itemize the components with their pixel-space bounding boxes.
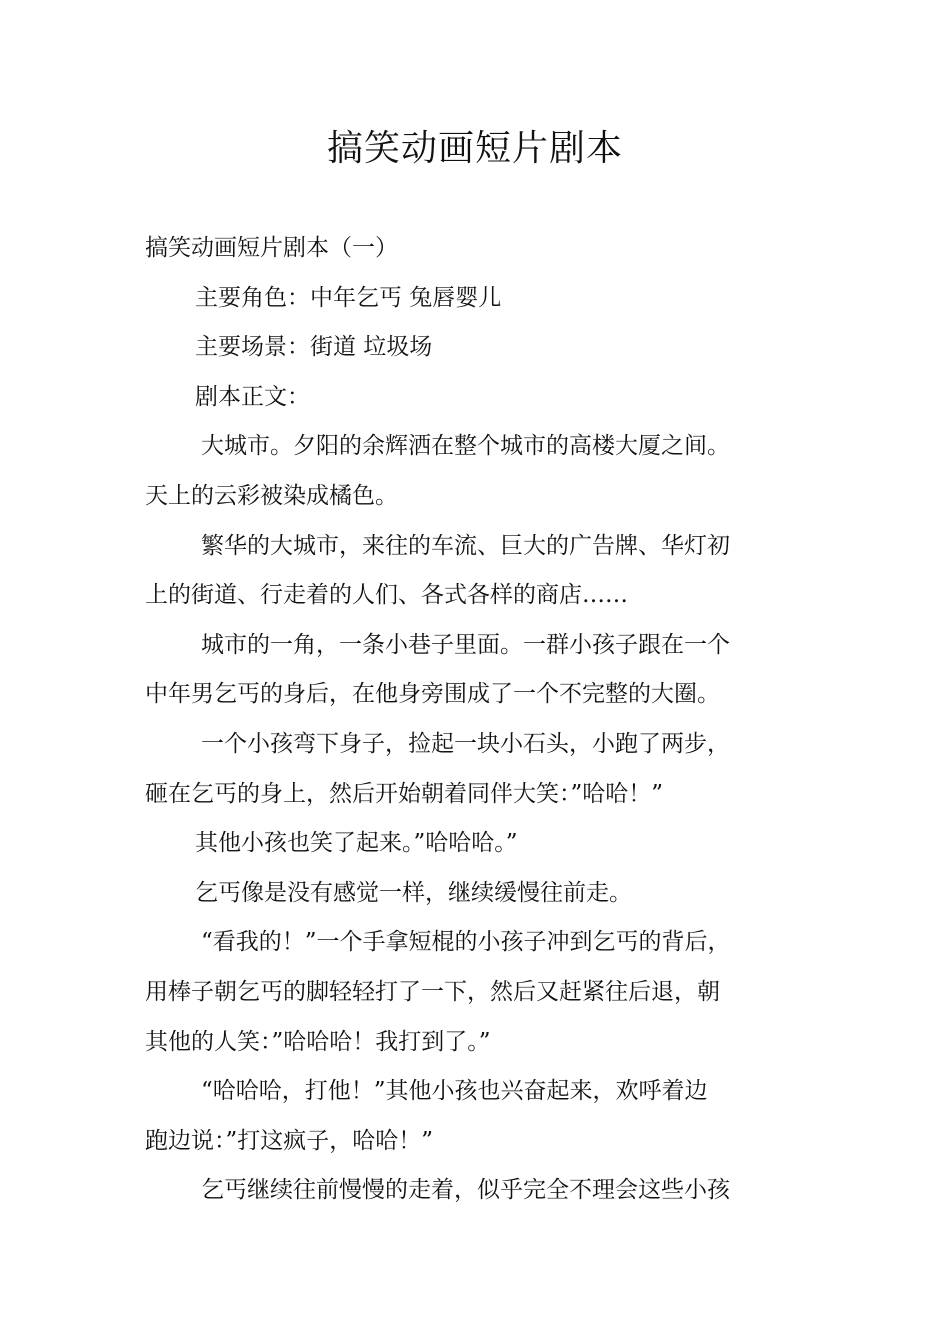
text-line: 一个小孩弯下身子，捡起一块小石头，小跑了两步，	[201, 730, 730, 757]
text-line: 其他小孩也笑了起来。”哈哈哈。”	[195, 830, 518, 857]
text-line: 主要场景：街道 垃圾场	[195, 334, 433, 361]
text-line: “看我的！”一个手拿短棍的小孩子冲到乞丐的背后，	[201, 929, 731, 956]
text-line: “哈哈哈，打他！”其他小孩也兴奋起来，欢呼着边	[201, 1078, 708, 1105]
text-line: 跑边说：”打这疯子，哈哈！”	[145, 1127, 434, 1154]
text-line: 乞丐像是没有感觉一样，继续缓慢往前走。	[195, 879, 632, 906]
text-line: 乞丐继续往前慢慢的走着，似乎完全不理会这些小孩	[201, 1177, 730, 1204]
text-line: 城市的一角，一条小巷子里面。一群小孩子跟在一个	[201, 631, 730, 658]
document-title: 搞笑动画短片剧本	[326, 128, 623, 169]
document-body	[145, 224, 825, 1216]
text-line: 天上的云彩被染成橘色。	[145, 482, 398, 509]
text-line: 繁华的大城市，来往的车流、巨大的广告牌、华灯初	[201, 532, 730, 559]
text-line: 上的街道、行走着的人们、各式各样的商店……	[145, 582, 628, 609]
text-line: 剧本正文：	[195, 383, 310, 410]
text-line: 大城市。夕阳的余辉洒在整个城市的高楼大厦之间。	[201, 433, 730, 460]
text-line: 主要角色：中年乞丐 兔唇婴儿	[195, 284, 502, 311]
text-line: 其他的人笑：”哈哈哈！我打到了。”	[145, 1028, 491, 1055]
text-line: 用棒子朝乞丐的脚轻轻打了一下，然后又赶紧往后退，朝	[145, 978, 720, 1005]
text-line: 中年男乞丐的身后，在他身旁围成了一个不完整的大圈。	[145, 681, 720, 708]
text-line: 搞笑动画短片剧本（一）	[145, 235, 398, 261]
text-line: 砸在乞丐的身上，然后开始朝着同伴大笑：”哈哈！”	[145, 780, 664, 807]
